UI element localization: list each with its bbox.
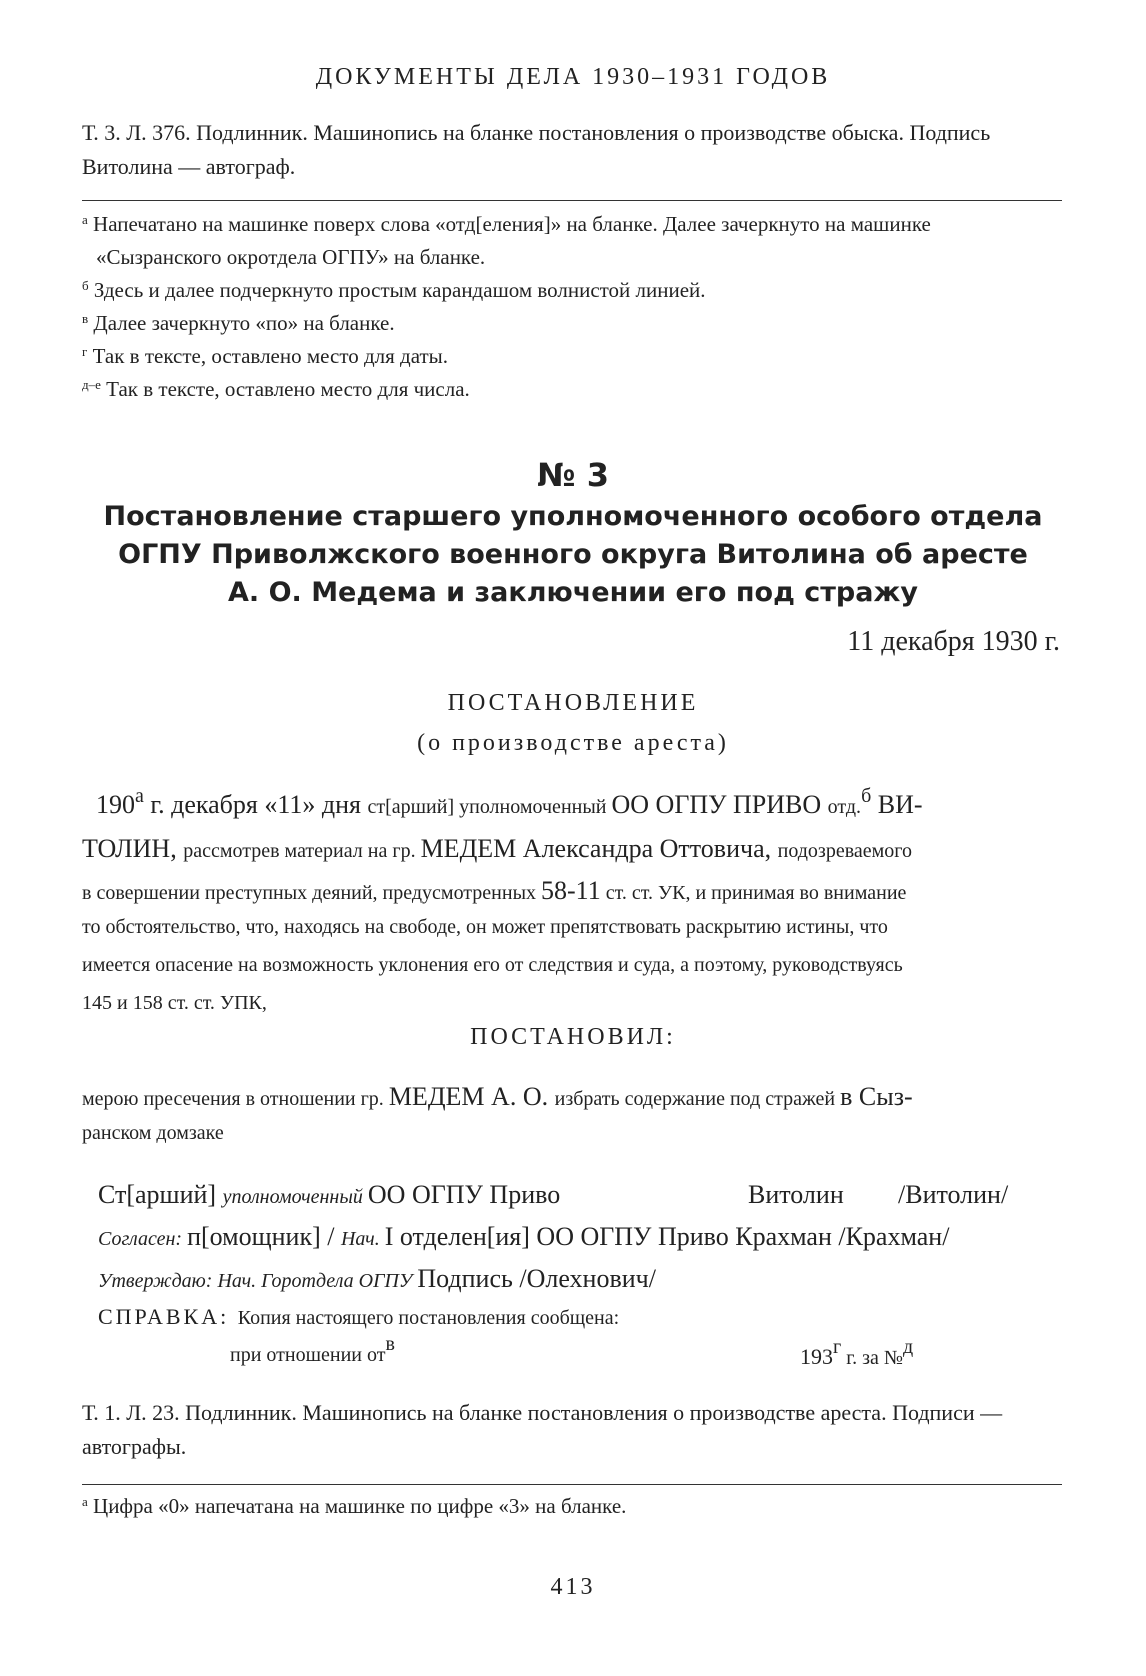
- body-text: ст. ст. УК, и принимая во внимание: [600, 882, 907, 904]
- place-text: в Сыз-: [840, 1082, 913, 1111]
- signature-text: Подпись /Олехнович/: [417, 1264, 656, 1293]
- signature-name: Витолин: [748, 1180, 844, 1209]
- document-number: № 3: [537, 456, 609, 494]
- body-line-6: 145 и 158 ст. ст. УПК,: [82, 992, 267, 1014]
- body-line-4: то обстоятельство, что, находясь на свободе, он может препятствовать раскрытию истины, что: [82, 916, 888, 938]
- footnote-divider-top: [82, 200, 1062, 201]
- running-title: ДОКУМЕНТЫ ДЕЛА 1930–1931 ГОДОВ: [315, 64, 831, 90]
- footnote-mark: б: [82, 277, 89, 293]
- source-note-top-line2: Витолина — автограф.: [82, 154, 296, 179]
- body-line-2: [82, 834, 912, 864]
- position-text: уполномоченный: [222, 1186, 368, 1208]
- certificate-text: Копия настоящего постановления сообщена:: [237, 1307, 620, 1329]
- source-note-bottom-line1: Т. 1. Л. 23. Подлинник. Машинопись на бланке постановления о производстве ареста. Подписи —: [82, 1400, 1003, 1425]
- source-note-bottom-line2: автографы.: [82, 1434, 187, 1459]
- certificate-year: 193: [800, 1344, 833, 1369]
- certificate-text: при отношении от: [230, 1344, 386, 1366]
- footnote-item: [82, 208, 931, 241]
- footnote-text: «Сызранского окротдела ОГПУ» на бланке.: [96, 245, 486, 269]
- decision-text: избрать содержание под стражей: [554, 1088, 841, 1110]
- footnote-mark: а: [82, 1493, 88, 1509]
- footnote-text: Далее зачеркнуто «по» на бланке.: [93, 311, 395, 335]
- body-text: рассмотрев материал на гр.: [183, 840, 421, 862]
- document-title-line: ОГПУ Приволжского военного округа Витолина об аресте: [118, 539, 1028, 570]
- footnote-mark: г: [82, 343, 88, 359]
- decision-text: мерою пресечения в отношении гр.: [82, 1088, 389, 1110]
- approval-label: Согласен:: [98, 1228, 188, 1250]
- certificate-text: г. за №: [841, 1347, 904, 1369]
- department-text: I отделен[ия] ОО ОГПУ Приво Крахман /Крахман/: [384, 1222, 950, 1251]
- document-heading: ПОСТАНОВЛЕНИЕ: [447, 690, 699, 716]
- footnote-text: Цифра «0» напечатана на машинке по цифре «3» на бланке.: [93, 1494, 627, 1518]
- signature-line-5a: [230, 1333, 395, 1367]
- rank-text: ст[арший] уполномоченный: [367, 796, 612, 818]
- footnote-item: [82, 241, 931, 274]
- footnote-item: [82, 307, 931, 340]
- decision-line-2: [82, 1122, 224, 1145]
- footnote-item: [82, 274, 931, 307]
- date-text: г. декабря «11» дня: [143, 790, 368, 819]
- signature-line-3: [98, 1264, 656, 1294]
- footnote-ref: б: [861, 785, 872, 807]
- source-note-top: [82, 116, 990, 184]
- name-text: ТОЛИН,: [82, 834, 184, 863]
- year-prefix: 190: [96, 790, 135, 819]
- resolved-heading: ПОСТАНОВИЛ:: [470, 1024, 676, 1050]
- rank-text: Ст[арший]: [98, 1180, 223, 1209]
- document-title-line: А. О. Медема и заключении его под стражу: [228, 577, 918, 608]
- body-text: подозреваемого: [777, 840, 912, 862]
- body-line-3: [82, 876, 906, 906]
- signature-name-typed: /Витолин/: [898, 1180, 1009, 1209]
- department-text: ОО ОГПУ ПРИВО: [611, 790, 828, 819]
- body-line-1: [96, 785, 923, 820]
- footnote-item: [82, 340, 931, 373]
- footnote-ref: д: [903, 1336, 914, 1358]
- footnote-text: Так в тексте, оставлено место для даты.: [92, 344, 449, 368]
- footnote-divider-bottom: [82, 1484, 1062, 1485]
- source-note-bottom: [82, 1396, 1002, 1464]
- position-text: Нач.: [340, 1228, 385, 1250]
- place-text: ранском домзаке: [82, 1122, 224, 1144]
- document-title: [0, 498, 1146, 612]
- footnote-ref: в: [385, 1333, 395, 1355]
- department-text: ОО ОГПУ Приво: [367, 1180, 561, 1209]
- suspect-name: МЕДЕМ А. О.: [388, 1082, 555, 1111]
- name-text: ВИ-: [871, 790, 923, 819]
- footnote-text: Так в тексте, оставлено место для числа.: [106, 377, 470, 401]
- footnotes-bottom: [82, 1494, 626, 1519]
- signature-line-4: [98, 1304, 619, 1330]
- document-date: 11 декабря 1930 г.: [847, 626, 1060, 657]
- footnote-mark: в: [82, 310, 89, 326]
- signature-line-2: [98, 1222, 949, 1252]
- section-abbr: отд.: [827, 796, 862, 818]
- page-number: 413: [550, 1574, 596, 1600]
- body-line-5: имеется опасение на возможность уклонения его от следствия и суда, а поэтому, руководствуясь: [82, 954, 903, 976]
- footnote-item: [82, 373, 931, 406]
- signature-line-5b: [800, 1336, 914, 1370]
- body-text: в совершении преступных деяний, предусмотренных: [82, 882, 542, 904]
- certificate-label: СПРАВКА:: [98, 1304, 238, 1329]
- footnotes-top: [82, 208, 931, 406]
- footnote-mark: а: [82, 211, 88, 227]
- position-text: п[омощник] /: [187, 1222, 341, 1251]
- footnote-text: Здесь и далее подчеркнуто простым карандашом волнистой линией.: [93, 278, 706, 302]
- footnote-ref: г: [833, 1336, 842, 1358]
- footnote-ref: а: [135, 785, 144, 807]
- signature-line-1: [98, 1180, 560, 1210]
- footnote-text: Напечатано на машинке поверх слова «отд[еления]» на бланке. Далее зачеркнуто на машинке: [93, 212, 931, 236]
- footnote-mark: д–е: [82, 376, 101, 392]
- source-note-top-line1: Т. 3. Л. 376. Подлинник. Машинопись на бланке постановления о производстве обыска. Подпись: [82, 120, 991, 145]
- suspect-name: МЕДЕМ Александра Оттовича,: [420, 834, 778, 863]
- article-number: 58-11: [541, 876, 601, 905]
- approval-label: Утверждаю: Нач. Горотдела ОГПУ: [98, 1270, 418, 1292]
- document-subheading: (о производстве ареста): [417, 730, 729, 756]
- document-title-line: Постановление старшего уполномоченного особого отдела: [103, 501, 1043, 532]
- decision-line-1: [82, 1082, 913, 1112]
